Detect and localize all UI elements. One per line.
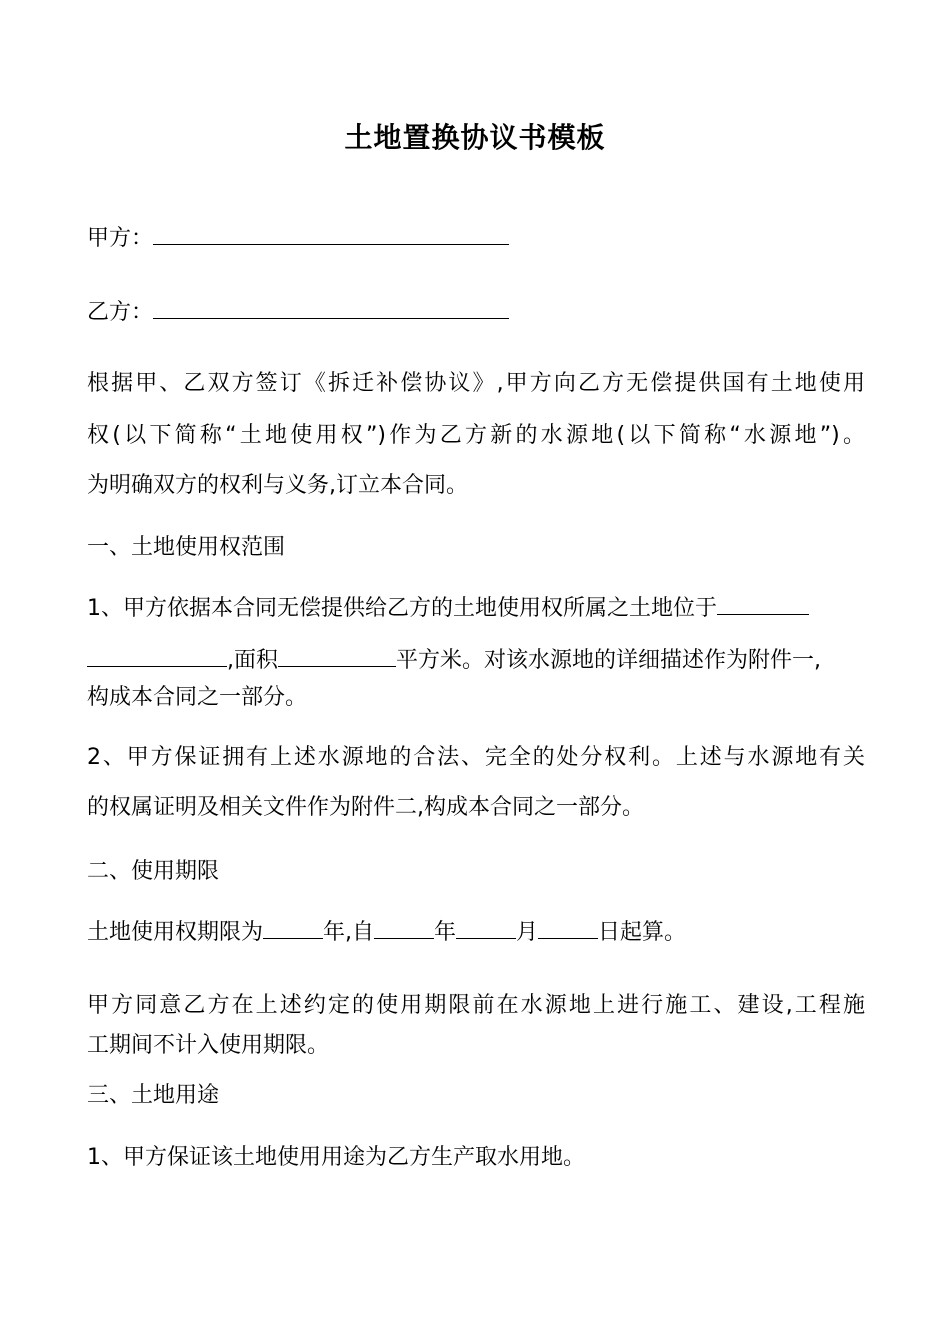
area-blank[interactable] [278, 644, 396, 667]
section-1-heading: 一、土地使用权范围 [87, 535, 286, 560]
start-year-blank[interactable] [374, 916, 434, 939]
location-blank-1[interactable] [717, 592, 809, 615]
party-b-label: 乙方： [87, 300, 154, 325]
section-1-item-1-line-1 [87, 592, 867, 625]
section-3-item-1: 1、甲方保证该土地使用用途为乙方生产取水用地。 [87, 1145, 585, 1170]
term-line [87, 916, 867, 949]
section-1-item-2-line-2: 的权属证明及相关文件作为附件二,构成本合同之一部分。 [87, 795, 644, 820]
section-1-item-1-text-c: 平方米。对该水源地的详细描述作为附件一, [396, 648, 821, 673]
section-1-item-2-line-1: 2、甲方保证拥有上述水源地的合法、完全的处分权利。上述与水源地有关 [87, 745, 865, 770]
party-a-line [87, 222, 867, 255]
party-b-line [87, 296, 867, 329]
section-1-item-1-text-b: ,面积 [227, 648, 278, 673]
section-2-heading: 二、使用期限 [87, 859, 220, 884]
term-text-3: 年 [434, 920, 457, 945]
section-1-item-1-line-3: 构成本合同之一部分。 [87, 685, 308, 710]
construction-line-1: 甲方同意乙方在上述约定的使用期限前在水源地上进行施工、建设,工程施 [87, 993, 865, 1018]
intro-line-2: 权(以下简称“土地使用权”)作为乙方新的水源地(以下简称“水源地”)。 [87, 423, 865, 448]
section-1-item-1-line-2 [87, 644, 867, 677]
start-day-blank[interactable] [538, 916, 598, 939]
section-3-heading: 三、土地用途 [87, 1083, 220, 1108]
term-text-1: 土地使用权期限为 [87, 920, 264, 945]
section-1-item-1-text-a: 1、甲方依据本合同无偿提供给乙方的土地使用权所属之土地位于 [87, 596, 717, 621]
intro-line-1: 根据甲、乙双方签订《拆迁补偿协议》,甲方向乙方无偿提供国有土地使用 [87, 371, 865, 396]
term-text-4: 月 [516, 920, 539, 945]
term-text-2: 年,自 [323, 920, 375, 945]
document-title: 土地置换协议书模板 [344, 121, 606, 154]
party-b-blank[interactable] [153, 296, 509, 319]
term-text-5: 日起算。 [598, 920, 687, 945]
intro-line-3: 为明确双方的权利与义务,订立本合同。 [87, 473, 468, 498]
party-a-blank[interactable] [153, 222, 509, 245]
term-years-blank[interactable] [263, 916, 323, 939]
start-month-blank[interactable] [456, 916, 516, 939]
party-a-label: 甲方： [87, 226, 154, 251]
construction-line-2: 工期间不计入使用期限。 [87, 1033, 330, 1058]
location-blank-2[interactable] [87, 644, 227, 667]
